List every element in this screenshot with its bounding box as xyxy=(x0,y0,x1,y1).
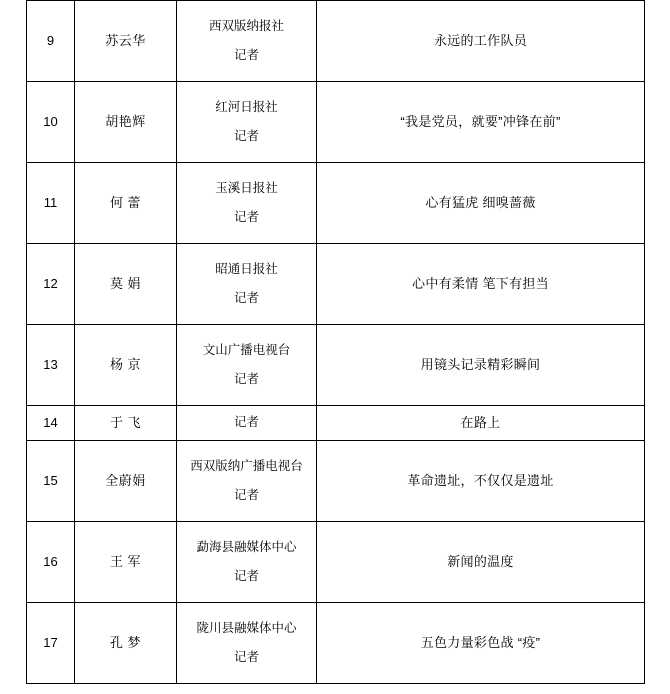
organization-role: 记者 xyxy=(233,129,259,143)
cell-work-title: 用镜头记录精彩瞬间 xyxy=(317,325,645,406)
cell-work-title: 革命遗址，不仅仅是遗址 xyxy=(317,441,645,522)
cell-serial-number: 12 xyxy=(27,244,75,325)
table-row xyxy=(27,82,645,163)
cell-name: 苏云华 xyxy=(75,1,177,82)
organization-role: 记者 xyxy=(233,48,259,62)
organization-role: 记者 xyxy=(233,372,259,386)
cell-work-title: 心有猛虎 细嗅蔷薇 xyxy=(317,163,645,244)
cell-name: 孔 梦 xyxy=(75,603,177,684)
cell-name: 何 蕾 xyxy=(75,163,177,244)
cell-work-title: 在路上 xyxy=(317,406,645,441)
organization-name: 昭通日报社 xyxy=(215,261,278,276)
cell-serial-number: 13 xyxy=(27,325,75,406)
table-row xyxy=(27,1,645,82)
cell-organization xyxy=(177,163,317,244)
cell-organization xyxy=(177,406,317,441)
cell-organization xyxy=(177,1,317,82)
table-row xyxy=(27,441,645,522)
cell-name: 莫 娟 xyxy=(75,244,177,325)
table-row xyxy=(27,603,645,684)
cell-name: 王 军 xyxy=(75,522,177,603)
organization-name: 勐海县融媒体中心 xyxy=(196,539,297,554)
organization-role: 记者 xyxy=(233,415,259,430)
organization-name: 玉溪日报社 xyxy=(215,180,278,195)
cell-name: 全蔚娟 xyxy=(75,441,177,522)
cell-organization xyxy=(177,603,317,684)
organization-name: 红河日报社 xyxy=(215,99,278,114)
cell-serial-number: 10 xyxy=(27,82,75,163)
cell-organization xyxy=(177,82,317,163)
table-row xyxy=(27,406,645,441)
organization-role: 记者 xyxy=(233,210,259,224)
cell-organization xyxy=(177,441,317,522)
table-row xyxy=(27,325,645,406)
cell-name: 于 飞 xyxy=(75,406,177,441)
cell-serial-number: 17 xyxy=(27,603,75,684)
cell-work-title: 心中有柔情 笔下有担当 xyxy=(317,244,645,325)
organization-name: 文山广播电视台 xyxy=(202,342,291,357)
cell-work-title: 新闻的温度 xyxy=(317,522,645,603)
cell-work-title: “我是党员，就要”冲锋在前” xyxy=(317,82,645,163)
organization-role: 记者 xyxy=(233,291,259,305)
cell-organization xyxy=(177,244,317,325)
cell-serial-number: 14 xyxy=(27,406,75,441)
cell-serial-number: 9 xyxy=(27,1,75,82)
table-row xyxy=(27,163,645,244)
cell-work-title: 五色力量彩色战 “疫” xyxy=(317,603,645,684)
cell-serial-number: 15 xyxy=(27,441,75,522)
organization-role: 记者 xyxy=(233,569,259,583)
organization-name: 西双版纳报社 xyxy=(208,18,284,33)
table-row xyxy=(27,244,645,325)
cell-serial-number: 16 xyxy=(27,522,75,603)
table-row xyxy=(27,522,645,603)
cell-organization xyxy=(177,325,317,406)
organization-name: 西双版纳广播电视台 xyxy=(190,458,303,473)
cell-serial-number: 11 xyxy=(27,163,75,244)
cell-work-title: 永远的工作队员 xyxy=(317,1,645,82)
organization-role: 记者 xyxy=(233,650,259,664)
organization-role: 记者 xyxy=(233,488,259,502)
cell-organization xyxy=(177,522,317,603)
cell-name: 胡艳辉 xyxy=(75,82,177,163)
awards-roster-table xyxy=(26,0,645,684)
cell-name: 杨 京 xyxy=(75,325,177,406)
organization-name: 陇川县融媒体中心 xyxy=(196,620,297,635)
table-body xyxy=(27,1,645,684)
